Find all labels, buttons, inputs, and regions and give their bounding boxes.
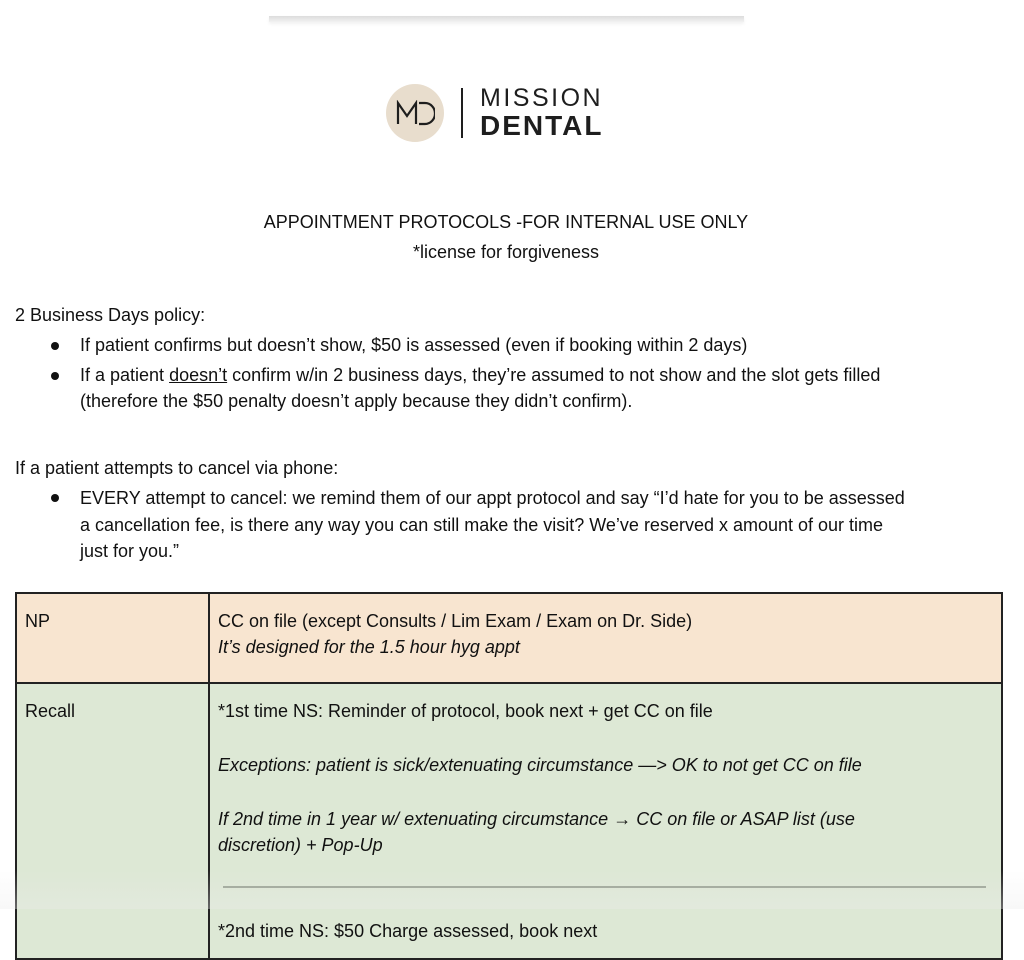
logo-mission-text: MISSION xyxy=(480,84,604,112)
section-heading-cancel-phone: If a patient attempts to cancel via phone: xyxy=(15,458,339,478)
row-body-np xyxy=(209,593,1002,683)
row-label-recall xyxy=(16,683,209,959)
bullet-text-line2: (therefore the $50 penalty doesn’t apply because they didn’t confirm). xyxy=(80,391,633,411)
bullet-line2: a cancellation fee, is there any way you can still make the visit? We’ve reserved x amount of our time xyxy=(80,514,884,535)
table-row-np xyxy=(16,593,1002,683)
page-top-edge xyxy=(269,16,744,22)
label-text: NP xyxy=(25,611,51,631)
label-text: Recall xyxy=(25,701,76,721)
bullet-icon xyxy=(51,372,59,380)
bullet-confirm-no-show: If patient confirms but doesn’t show, $50 is assessed (even if booking within 2 days) xyxy=(80,335,748,355)
bullet-icon xyxy=(51,342,59,350)
logo-divider xyxy=(461,88,463,138)
bullet-line1: EVERY attempt to cancel: we remind them of our appt protocol and say “I’d hate for you to be assessed xyxy=(80,488,905,508)
bullet-text-post: confirm w/in 2 business days, they’re assumed to not show and the slot gets filled xyxy=(227,365,881,385)
recall-second-ns: *2nd time NS: $50 Charge assessed, book next xyxy=(218,921,598,941)
bullet-no-confirm xyxy=(80,362,1000,414)
row-label-np xyxy=(16,593,209,683)
bullet-every-attempt xyxy=(80,485,1000,565)
bullet-icon xyxy=(51,494,59,502)
bullet-text-pre: If a patient xyxy=(80,365,170,385)
logo-dental-text: DENTAL xyxy=(480,110,604,141)
document-subtitle: *license for forgiveness xyxy=(412,242,600,262)
recall-second-time-line1: If 2nd time in 1 year w/ extenuating circumstance → CC on file or ASAP list (use xyxy=(218,809,855,829)
md-monogram-icon xyxy=(386,84,444,142)
table-row-recall xyxy=(16,683,1002,959)
recall-exceptions: Exceptions: patient is sick/extenuating circumstance —> OK to not get CC on file xyxy=(218,755,862,775)
np-cc-on-file: CC on file (except Consults / Lim Exam / Exam on Dr. Side) xyxy=(218,611,693,631)
document-title: APPOINTMENT PROTOCOLS -FOR INTERNAL USE ONLY xyxy=(263,212,749,232)
row-body-recall xyxy=(209,683,1002,959)
protocol-table xyxy=(15,592,1003,960)
recall-first-ns: *1st time NS: Reminder of protocol, book next + get CC on file xyxy=(218,701,713,721)
mission-dental-logo xyxy=(386,82,603,144)
bullet-line3: just for you.” xyxy=(80,541,180,561)
underlined-doesnt: doesn’t xyxy=(169,365,228,385)
np-designed-note: It’s designed for the 1.5 hour hyg appt xyxy=(218,637,520,657)
logo-wordmark xyxy=(480,86,603,140)
recall-second-time-line2: discretion) + Pop-Up xyxy=(218,835,383,855)
section-heading-business-days: 2 Business Days policy: xyxy=(15,305,206,325)
